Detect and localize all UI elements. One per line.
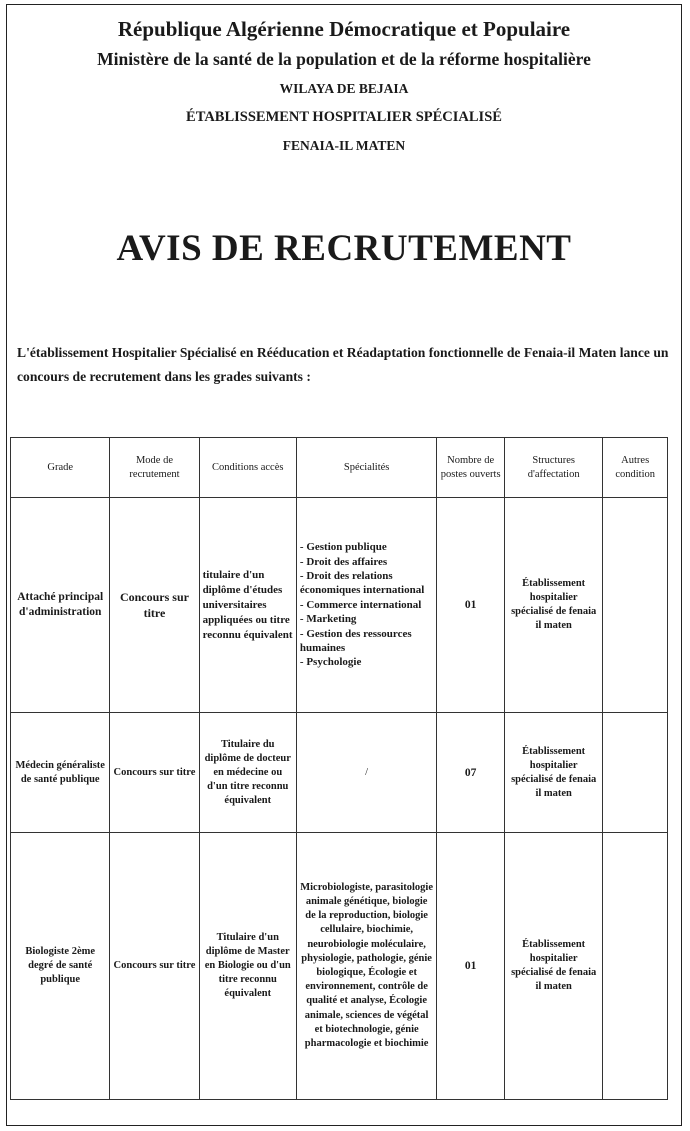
header-wilaya: WILAYA DE BEJAIA (279, 81, 409, 96)
header-autres: Autres condition (603, 438, 668, 498)
table-header-row (11, 438, 668, 498)
table-row (11, 833, 668, 1100)
page-title: AVIS DE RECRUTEMENT (116, 228, 572, 269)
recruitment-table (10, 437, 668, 1100)
cell-structures: Établissement hospitalier spécialisé de fenaia il maten (504, 833, 602, 1100)
header-grade: Grade (11, 438, 110, 498)
cell-nombre: 07 (437, 713, 505, 833)
cell-nombre: 01 (437, 498, 505, 713)
header-republic: République Algérienne Démocratique et Populaire (117, 17, 571, 41)
header-nombre: Nombre de postes ouverts (437, 438, 505, 498)
header-establishment: ÉTABLISSEMENT HOSPITALIER SPÉCIALISÉ (186, 109, 502, 125)
cell-conditions: Titulaire du diplôme de docteur en médecine ou d'un titre reconnu équivalent (199, 713, 296, 833)
list-item: - Gestion des ressources humaines (299, 627, 412, 655)
header-structures: Structures d'affectation (504, 438, 602, 498)
cell-structures: Établissement hospitalier spécialisé de fenaia il maten (504, 498, 602, 713)
cell-specialites: / (296, 713, 436, 833)
table-row (11, 498, 668, 713)
specialites-list (300, 540, 433, 670)
cell-grade (11, 833, 110, 1100)
list-item: - Psychologie (299, 656, 362, 669)
cell-autres (603, 713, 668, 833)
cell-conditions: Titulaire d'un diplôme de Master en Biologie ou d'un titre reconnu équivalent (199, 833, 296, 1100)
cell-conditions: titulaire d'un diplôme d'études universitaires appliquées ou titre reconnu équivalent (199, 498, 296, 713)
cell-grade: Attaché principal d'administration (11, 498, 110, 713)
cell-specialites: Microbiologiste, parasitologie animale génétique, biologie de la reproduction, biologie cellulaire, biochimie, neurobiologie moléculaire, physiologie, pathologie, génie biologique, Écologie et environnement, contrôle de qualité et analyse, Écologie animale, sciences de végétal et biotechnologie, génie pharmacologie et biochimie (296, 833, 436, 1100)
grade-biologiste-text: Biologiste 2ème degré de santé publique (25, 946, 96, 985)
header-location: FENAIA-IL MATEN (282, 138, 406, 153)
list-item: - Gestion publique (299, 541, 387, 554)
list-item: - Marketing (299, 613, 357, 626)
cell-mode: Concours sur titre (110, 833, 199, 1100)
cell-autres (603, 833, 668, 1100)
cell-structures: Établissement hospitalier spécialisé de fenaia il maten (504, 713, 602, 833)
cell-mode: Concours sur titre (110, 498, 199, 713)
list-item: - Droit des relations économiques international (299, 569, 425, 597)
header-mode: Mode de recrutement (110, 438, 199, 498)
cell-grade: Médecin généraliste de santé publique (11, 713, 110, 833)
table-row (11, 713, 668, 833)
header-specialites: Spécialités (296, 438, 436, 498)
intro-paragraph: L'établissement Hospitalier Spécialisé en Rééducation et Réadaptation fonctionnelle de Fenaia-il Maten lance un concours de recrutement dans les grades suivants : (17, 345, 669, 384)
cell-specialites (296, 498, 436, 713)
cell-autres (603, 498, 668, 713)
header-ministry: Ministère de la santé de la population et de la réforme hospitalière (97, 49, 591, 69)
cell-nombre: 01 (437, 833, 505, 1100)
list-item: - Droit des affaires (299, 555, 388, 568)
cell-mode: Concours sur titre (110, 713, 199, 833)
list-item: - Commerce international (299, 598, 422, 611)
header-conditions: Conditions accès (199, 438, 296, 498)
